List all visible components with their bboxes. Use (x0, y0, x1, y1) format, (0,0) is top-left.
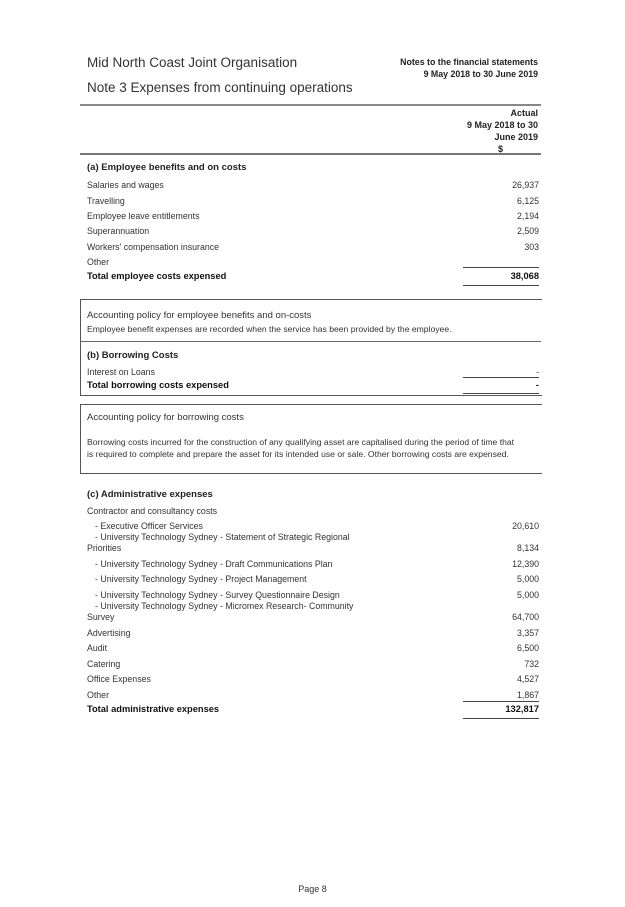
total-label: Total borrowing costs expensed (87, 380, 229, 390)
total-amount: 132,817 (505, 704, 539, 714)
total-amount: - (535, 380, 539, 390)
row-label: Survey (87, 612, 115, 622)
column-header (428, 107, 538, 155)
organisation-name: Mid North Coast Joint Organisation (87, 55, 298, 70)
total-rule (463, 393, 539, 394)
section-a-heading: (a) Employee benefits and on costs (87, 162, 247, 173)
section-c-heading: (c) Administrative expenses (87, 489, 213, 500)
total-rule (463, 285, 539, 286)
row-label: - University Technology Sydney - Project Management (95, 574, 307, 584)
row-amount: 12,390 (512, 559, 539, 569)
row-label: - Executive Officer Services (95, 521, 203, 531)
row-label: - University Technology Sydney - Survey Questionnaire Design (95, 590, 340, 600)
row-label: Travelling (87, 196, 125, 206)
row-label: Office Expenses (87, 674, 151, 684)
note-title: Note 3 Expenses from continuing operations (87, 80, 353, 95)
notes-header-line2: 9 May 2018 to 30 June 2019 (423, 69, 538, 79)
subtotal-rule (463, 701, 539, 702)
subtotal-rule (463, 377, 539, 378)
row-label: Employee leave entitlements (87, 211, 200, 221)
row-label: Priorities (87, 543, 122, 553)
section-b-heading: (b) Borrowing Costs (87, 350, 179, 361)
row-amount: 8,134 (516, 543, 539, 553)
policy-b-text-line2: is required to complete and prepare the asset for its intended use or sale. Other borrowing costs are expensed. (87, 449, 509, 459)
row-amount: 26,937 (512, 180, 539, 190)
row-amount: 5,000 (516, 590, 539, 600)
row-label: Salaries and wages (87, 180, 164, 190)
section-c-subheading: Contractor and consultancy costs (87, 506, 218, 516)
column-header-line1: Actual (510, 108, 538, 118)
row-amount: 3,357 (516, 628, 539, 638)
row-label: Catering (87, 659, 121, 669)
row-amount: 1,867 (516, 690, 539, 700)
column-header-line3: June 2019 (494, 132, 538, 142)
row-amount: - (536, 367, 539, 377)
row-amount: 2,194 (516, 211, 539, 221)
column-header-line4: $ (497, 144, 503, 154)
row-amount: 6,500 (516, 643, 539, 653)
policy-b-text-line1: Borrowing costs incurred for the construction of any qualifying asset are capitalised during the period of time that (87, 437, 515, 447)
row-amount: 20,610 (512, 521, 539, 531)
policy-a-text: Employee benefit expenses are recorded when the service has been provided by the employee. (87, 324, 452, 334)
column-header-line2: 9 May 2018 to 30 (466, 120, 538, 130)
row-label: Other (87, 257, 110, 267)
row-amount: 732 (524, 659, 539, 669)
row-amount: 4,527 (516, 674, 539, 684)
policy-divider (80, 341, 541, 342)
total-label: Total administrative expenses (87, 704, 220, 714)
row-label: Interest on Loans (87, 367, 155, 377)
policy-a-title: Accounting policy for employee benefits and on-costs (87, 310, 312, 321)
row-amount: 6,125 (516, 196, 539, 206)
page-number: Page 8 (298, 884, 327, 894)
row-label: - University Technology Sydney - Draft Communications Plan (95, 559, 333, 569)
row-label: Other (87, 690, 110, 700)
header-rule (80, 104, 541, 106)
row-amount: 303 (524, 242, 539, 252)
row-label: Superannuation (87, 226, 150, 236)
row-amount: 64,700 (512, 612, 539, 622)
total-amount: 38,068 (510, 271, 539, 281)
column-header-rule (80, 153, 541, 155)
row-label: Workers' compensation insurance (87, 242, 220, 252)
notes-header (400, 56, 538, 80)
row-amount: 2,509 (516, 226, 539, 236)
row-label: - University Technology Sydney - Statement of Strategic Regional (95, 532, 350, 542)
row-label: Advertising (87, 628, 131, 638)
row-label: Audit (87, 643, 108, 653)
subtotal-rule (463, 267, 539, 268)
row-amount: 5,000 (516, 574, 539, 584)
row-label: - University Technology Sydney - Micromex Research- Community (95, 601, 354, 611)
total-rule (463, 718, 539, 719)
notes-header-line1: Notes to the financial statements (400, 57, 538, 67)
total-label: Total employee costs expensed (87, 271, 227, 281)
policy-b-title: Accounting policy for borrowing costs (87, 412, 244, 423)
